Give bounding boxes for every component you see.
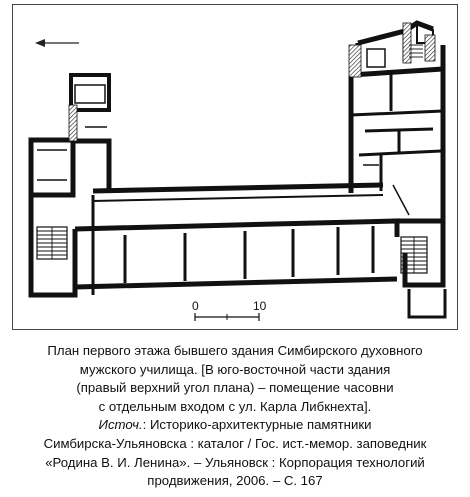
source-text: : Историко-архитектурные памятники — [142, 417, 372, 433]
caption-line: мужского училища. [В юго-восточной части здания — [79, 361, 391, 377]
caption-line: «Родина В. И. Ленина». – Ульяновск : Корпорация технологий — [45, 454, 425, 470]
direction-arrow-icon — [35, 39, 79, 47]
caption-line: с отдельным входом с ул. Карла Либкнехта]. — [98, 398, 372, 414]
hatched-walls — [69, 23, 435, 141]
floor-plan-svg — [13, 5, 459, 331]
figure-caption — [6, 342, 464, 491]
caption-line: (правый верхний угол плана) – помещение часовни — [76, 380, 394, 396]
scale-bar — [192, 299, 267, 321]
source-label: Источ. — [98, 417, 143, 433]
caption-source-line — [6, 416, 464, 435]
caption-line: План первого этажа бывшего здания Симбирского духовного — [47, 343, 423, 358]
floor-plan-drawing — [12, 4, 458, 330]
staircase-left — [37, 227, 67, 259]
caption-line: Симбирска-Ульяновска : каталог / Гос. ист.-мемор. заповедник — [43, 435, 427, 451]
caption-line: продвижения, 2006. – С. 167 — [147, 473, 323, 489]
scale-end-label: 10 — [253, 299, 267, 313]
scale-start-label: 0 — [192, 299, 199, 313]
building-walls — [31, 23, 445, 317]
